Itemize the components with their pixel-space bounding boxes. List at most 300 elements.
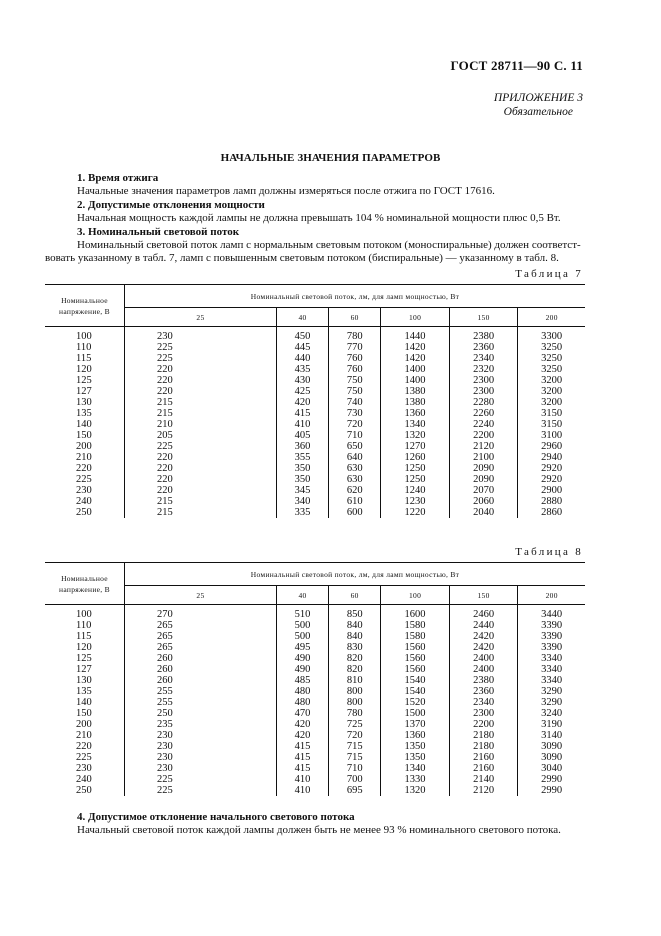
voltage-cell: 250 — [45, 507, 125, 518]
flux-cell: 2400 — [449, 653, 518, 664]
voltage-cell: 127 — [45, 386, 125, 397]
flux-cell: 3240 — [541, 708, 563, 719]
flux-cell: 2340 — [449, 353, 518, 364]
table8-power-header: 40 — [276, 586, 328, 605]
table-row — [45, 397, 585, 408]
flux-cell: 260 — [125, 664, 277, 675]
flux-cell: 445 — [276, 342, 328, 353]
flux-cell: 220 — [125, 463, 277, 474]
flux-cell: 225 — [125, 342, 277, 353]
flux-cell: 820 — [329, 653, 381, 664]
flux-cell: 610 — [329, 496, 381, 507]
flux-cell: 420 — [276, 719, 328, 730]
flux-cell: 415 — [276, 741, 328, 752]
flux-cell: 1580 — [381, 631, 450, 642]
flux-cell: 1350 — [381, 741, 450, 752]
table8-power-header: 100 — [381, 586, 450, 605]
flux-cell: 2160 — [449, 763, 518, 774]
table-row — [45, 419, 585, 430]
table-8-corner-header — [45, 563, 125, 605]
flux-cell: 3200 — [541, 375, 563, 386]
flux-cell: 1560 — [381, 653, 450, 664]
voltage-cell: 140 — [45, 419, 125, 430]
flux-cell: 3250 — [541, 342, 563, 353]
table-7-corner-line-1: Номинальное — [61, 295, 108, 305]
voltage-cell: 225 — [45, 474, 125, 485]
flux-cell: 715 — [329, 752, 381, 763]
flux-cell: 3440 — [541, 609, 563, 620]
flux-cell: 3090 — [541, 752, 563, 763]
appendix-title: ПРИЛОЖЕНИЕ 3 — [493, 92, 583, 104]
flux-cell: 1320 — [381, 430, 450, 441]
voltage-cell: 110 — [45, 342, 125, 353]
table-8-corner-line-2: напряжение, В — [59, 584, 110, 594]
flux-cell: 3250 — [541, 364, 563, 375]
flux-cell: 2360 — [449, 686, 518, 697]
table7-power-header: 25 — [125, 308, 277, 327]
flux-cell: 1270 — [381, 441, 450, 452]
flux-cell: 800 — [329, 697, 381, 708]
flux-cell: 225 — [125, 353, 277, 364]
flux-cell: 1250 — [381, 463, 450, 474]
voltage-cell: 200 — [45, 441, 125, 452]
flux-cell: 3250 — [541, 353, 563, 364]
flux-cell: 710 — [329, 430, 381, 441]
flux-cell: 1340 — [381, 419, 450, 430]
flux-cell: 2960 — [541, 441, 563, 452]
voltage-cell: 100 — [45, 327, 125, 343]
page-title: НАЧАЛЬНЫЕ ЗНАЧЕНИЯ ПАРАМЕТРОВ — [220, 152, 441, 164]
flux-cell: 435 — [276, 364, 328, 375]
flux-cell: 3200 — [541, 386, 563, 397]
voltage-cell: 240 — [45, 774, 125, 785]
flux-cell: 2100 — [449, 452, 518, 463]
flux-cell: 1380 — [381, 397, 450, 408]
flux-cell: 760 — [329, 353, 381, 364]
flux-cell: 355 — [276, 452, 328, 463]
table-7-caption: Таблица 7 — [515, 268, 583, 280]
flux-cell: 2200 — [449, 430, 518, 441]
flux-cell: 2320 — [449, 364, 518, 375]
flux-cell: 215 — [125, 397, 277, 408]
table-row — [45, 496, 585, 507]
flux-cell: 1220 — [381, 507, 450, 518]
voltage-cell: 140 — [45, 697, 125, 708]
flux-cell: 480 — [276, 697, 328, 708]
voltage-cell: 150 — [45, 430, 125, 441]
flux-cell: 840 — [329, 620, 381, 631]
voltage-cell: 225 — [45, 752, 125, 763]
section-4-text: Начальный световой поток каждой лампы должен быть не менее 93 % номинального светового потока. — [77, 824, 561, 837]
flux-cell: 1400 — [381, 364, 450, 375]
flux-cell: 1240 — [381, 485, 450, 496]
flux-cell: 260 — [125, 653, 277, 664]
flux-cell: 220 — [125, 474, 277, 485]
table8-power-header: 60 — [329, 586, 381, 605]
table-7-corner-line-2: напряжение, В — [59, 306, 110, 316]
flux-cell: 2300 — [449, 375, 518, 386]
flux-cell: 1520 — [381, 697, 450, 708]
voltage-cell: 210 — [45, 730, 125, 741]
flux-cell: 2920 — [541, 474, 563, 485]
flux-cell: 1360 — [381, 730, 450, 741]
flux-cell: 415 — [276, 752, 328, 763]
section-3-text-line-1: Номинальный световой поток ламп с нормальным световым потоком (моноспиральные) должен соответст- — [77, 239, 581, 252]
section-1-text: Начальные значения параметров ламп должны измеряться после отжига по ГОСТ 17616. — [77, 185, 495, 198]
flux-cell: 3390 — [541, 631, 563, 642]
flux-cell: 2420 — [449, 631, 518, 642]
flux-cell: 220 — [125, 386, 277, 397]
flux-cell: 700 — [329, 774, 381, 785]
flux-cell: 3190 — [541, 719, 563, 730]
table-row — [45, 430, 585, 441]
table-row — [45, 353, 585, 364]
flux-cell: 2280 — [449, 397, 518, 408]
flux-cell: 1250 — [381, 474, 450, 485]
flux-cell: 2860 — [541, 507, 563, 518]
flux-cell: 265 — [125, 642, 277, 653]
voltage-cell: 135 — [45, 686, 125, 697]
flux-cell: 350 — [276, 474, 328, 485]
flux-cell: 730 — [329, 408, 381, 419]
flux-cell: 2920 — [541, 463, 563, 474]
appendix-label — [494, 91, 583, 119]
voltage-cell: 150 — [45, 708, 125, 719]
table-row — [45, 763, 585, 774]
flux-cell: 2880 — [541, 496, 563, 507]
flux-cell: 255 — [125, 686, 277, 697]
flux-cell: 1420 — [381, 342, 450, 353]
flux-cell: 2200 — [449, 719, 518, 730]
flux-cell: 230 — [125, 730, 277, 741]
flux-cell: 780 — [329, 708, 381, 719]
flux-cell: 2120 — [449, 441, 518, 452]
flux-cell: 830 — [329, 642, 381, 653]
flux-cell: 2940 — [541, 452, 563, 463]
flux-cell: 250 — [125, 708, 277, 719]
table-8-group-header: Номинальный световой поток, лм, для ламп мощностью, Вт — [125, 563, 586, 586]
flux-cell: 1330 — [381, 774, 450, 785]
table-row — [45, 441, 585, 452]
flux-cell: 710 — [329, 763, 381, 774]
sections-block — [45, 172, 585, 266]
flux-cell: 750 — [329, 386, 381, 397]
voltage-cell: 115 — [45, 631, 125, 642]
table8-power-header: 150 — [449, 586, 518, 605]
voltage-cell: 120 — [45, 642, 125, 653]
table-row — [45, 620, 585, 631]
flux-cell: 780 — [329, 327, 381, 343]
table-8-caption: Таблица 8 — [515, 546, 583, 558]
flux-cell: 1560 — [381, 642, 450, 653]
flux-cell: 2340 — [449, 697, 518, 708]
table-row — [45, 631, 585, 642]
flux-cell: 2090 — [449, 463, 518, 474]
table-row — [45, 364, 585, 375]
flux-cell: 215 — [125, 507, 277, 518]
flux-cell: 1230 — [381, 496, 450, 507]
table-row — [45, 675, 585, 686]
table-row — [45, 342, 585, 353]
voltage-cell: 125 — [45, 653, 125, 664]
flux-cell: 2380 — [449, 675, 518, 686]
flux-cell: 470 — [276, 708, 328, 719]
table7-power-header: 40 — [276, 308, 328, 327]
section-4-block — [45, 811, 605, 838]
flux-cell: 2990 — [541, 774, 563, 785]
table-7 — [45, 284, 585, 518]
flux-cell: 2900 — [541, 485, 563, 496]
table-row — [45, 774, 585, 785]
flux-cell: 360 — [276, 441, 328, 452]
flux-cell: 1600 — [381, 605, 450, 621]
flux-cell: 510 — [276, 605, 328, 621]
flux-cell: 820 — [329, 664, 381, 675]
flux-cell: 2360 — [449, 342, 518, 353]
flux-cell: 1540 — [381, 675, 450, 686]
table-row — [45, 730, 585, 741]
table-8 — [45, 562, 585, 796]
flux-cell: 345 — [276, 485, 328, 496]
flux-cell: 500 — [276, 620, 328, 631]
flux-cell: 720 — [329, 730, 381, 741]
table7-power-header: 60 — [329, 308, 381, 327]
flux-cell: 630 — [329, 474, 381, 485]
flux-cell: 340 — [276, 496, 328, 507]
table-row — [45, 697, 585, 708]
flux-cell: 2070 — [449, 485, 518, 496]
flux-cell: 420 — [276, 730, 328, 741]
section-2-heading: 2. Допустимые отклонения мощности — [77, 198, 265, 211]
flux-cell: 410 — [276, 774, 328, 785]
flux-cell: 230 — [125, 741, 277, 752]
flux-cell: 265 — [125, 631, 277, 642]
voltage-cell: 200 — [45, 719, 125, 730]
flux-cell: 1340 — [381, 763, 450, 774]
flux-cell: 215 — [125, 496, 277, 507]
flux-cell: 800 — [329, 686, 381, 697]
table-row — [45, 785, 585, 796]
table7-power-header: 100 — [381, 308, 450, 327]
flux-cell: 3290 — [541, 697, 563, 708]
table-row — [45, 327, 585, 343]
table-row — [45, 642, 585, 653]
flux-cell: 230 — [125, 763, 277, 774]
flux-cell: 420 — [276, 397, 328, 408]
voltage-cell: 120 — [45, 364, 125, 375]
table-7-group-header: Номинальный световой поток, лм, для ламп мощностью, Вт — [125, 285, 586, 308]
flux-cell: 225 — [125, 441, 277, 452]
flux-cell: 1540 — [381, 686, 450, 697]
flux-cell: 210 — [125, 419, 277, 430]
flux-cell: 495 — [276, 642, 328, 653]
flux-cell: 1360 — [381, 408, 450, 419]
table-row — [45, 507, 585, 518]
voltage-cell: 220 — [45, 463, 125, 474]
table-row — [45, 752, 585, 763]
flux-cell: 2300 — [449, 708, 518, 719]
voltage-cell: 230 — [45, 763, 125, 774]
table-row — [45, 485, 585, 496]
section-4-heading: 4. Допустимое отклонение начального светового потока — [77, 811, 355, 823]
flux-cell: 485 — [276, 675, 328, 686]
flux-cell: 3390 — [541, 620, 563, 631]
flux-cell: 490 — [276, 653, 328, 664]
flux-cell: 220 — [125, 452, 277, 463]
flux-cell: 3300 — [541, 331, 563, 342]
table-row — [45, 375, 585, 386]
table-row — [45, 386, 585, 397]
flux-cell: 810 — [329, 675, 381, 686]
flux-cell: 215 — [125, 408, 277, 419]
table-8-corner-line-1: Номинальное — [61, 573, 108, 583]
flux-cell: 620 — [329, 485, 381, 496]
table-row — [45, 408, 585, 419]
flux-cell: 1350 — [381, 752, 450, 763]
table-row — [45, 452, 585, 463]
flux-cell: 715 — [329, 741, 381, 752]
flux-cell: 3100 — [541, 430, 563, 441]
flux-cell: 695 — [329, 785, 381, 796]
flux-cell: 2300 — [449, 386, 518, 397]
flux-cell: 205 — [125, 430, 277, 441]
flux-cell: 415 — [276, 408, 328, 419]
flux-cell: 3040 — [541, 763, 563, 774]
flux-cell: 3140 — [541, 730, 563, 741]
voltage-cell: 100 — [45, 605, 125, 621]
table-row — [45, 605, 585, 621]
flux-cell: 1260 — [381, 452, 450, 463]
flux-cell: 3390 — [541, 642, 563, 653]
section-3-text-line-2: вовать указанному в табл. 7, ламп с повышенным световым потоком (биспиральные) — указанному в табл. 8. — [45, 252, 559, 265]
flux-cell: 2120 — [449, 785, 518, 796]
table-row — [45, 664, 585, 675]
voltage-cell: 127 — [45, 664, 125, 675]
flux-cell: 2140 — [449, 774, 518, 785]
flux-cell: 415 — [276, 763, 328, 774]
flux-cell: 1500 — [381, 708, 450, 719]
flux-cell: 2240 — [449, 419, 518, 430]
flux-cell: 225 — [125, 774, 277, 785]
flux-cell: 2990 — [541, 785, 563, 796]
flux-cell: 2180 — [449, 730, 518, 741]
flux-cell: 3200 — [541, 397, 563, 408]
flux-cell: 270 — [125, 605, 277, 621]
voltage-cell: 135 — [45, 408, 125, 419]
voltage-cell: 250 — [45, 785, 125, 796]
flux-cell: 750 — [329, 375, 381, 386]
table-row — [45, 719, 585, 730]
flux-cell: 2420 — [449, 642, 518, 653]
flux-cell: 230 — [125, 327, 277, 343]
flux-cell: 3150 — [541, 419, 563, 430]
flux-cell: 640 — [329, 452, 381, 463]
flux-cell: 2040 — [449, 507, 518, 518]
flux-cell: 2060 — [449, 496, 518, 507]
flux-cell: 1370 — [381, 719, 450, 730]
flux-cell: 220 — [125, 364, 277, 375]
voltage-cell: 230 — [45, 485, 125, 496]
table-7-corner-header — [45, 285, 125, 327]
flux-cell: 350 — [276, 463, 328, 474]
flux-cell: 3290 — [541, 686, 563, 697]
section-3-heading: 3. Номинальный световой поток — [77, 225, 240, 238]
flux-cell: 630 — [329, 463, 381, 474]
voltage-cell: 130 — [45, 397, 125, 408]
flux-cell: 490 — [276, 664, 328, 675]
flux-cell: 2090 — [449, 474, 518, 485]
table-row — [45, 741, 585, 752]
section-1-heading: 1. Время отжига — [77, 172, 159, 184]
flux-cell: 3090 — [541, 741, 563, 752]
voltage-cell: 115 — [45, 353, 125, 364]
voltage-cell: 110 — [45, 620, 125, 631]
flux-cell: 440 — [276, 353, 328, 364]
flux-cell: 2440 — [449, 620, 518, 631]
flux-cell: 235 — [125, 719, 277, 730]
table7-power-header: 200 — [518, 308, 585, 327]
flux-cell: 410 — [276, 419, 328, 430]
flux-cell: 850 — [329, 605, 381, 621]
flux-cell: 1440 — [381, 327, 450, 343]
flux-cell: 260 — [125, 675, 277, 686]
table8-power-header: 200 — [518, 586, 585, 605]
flux-cell: 760 — [329, 364, 381, 375]
flux-cell: 2180 — [449, 741, 518, 752]
flux-cell: 2160 — [449, 752, 518, 763]
table-row — [45, 708, 585, 719]
table-row — [45, 686, 585, 697]
flux-cell: 450 — [276, 327, 328, 343]
flux-cell: 220 — [125, 485, 277, 496]
flux-cell: 480 — [276, 686, 328, 697]
flux-cell: 1380 — [381, 386, 450, 397]
section-2-text: Начальная мощность каждой лампы не должна превышать 104 % номинальной мощности плюс 0,5 Вт. — [77, 212, 561, 225]
flux-cell: 3340 — [541, 653, 563, 664]
flux-cell: 1320 — [381, 785, 450, 796]
flux-cell: 650 — [329, 441, 381, 452]
appendix-subtitle: Обязательное — [503, 106, 573, 118]
flux-cell: 500 — [276, 631, 328, 642]
flux-cell: 225 — [125, 785, 277, 796]
flux-cell: 430 — [276, 375, 328, 386]
flux-cell: 725 — [329, 719, 381, 730]
flux-cell: 2460 — [449, 605, 518, 621]
flux-cell: 2260 — [449, 408, 518, 419]
voltage-cell: 240 — [45, 496, 125, 507]
flux-cell: 600 — [329, 507, 381, 518]
flux-cell: 3340 — [541, 675, 563, 686]
table7-power-header: 150 — [449, 308, 518, 327]
flux-cell: 770 — [329, 342, 381, 353]
flux-cell: 410 — [276, 785, 328, 796]
voltage-cell: 210 — [45, 452, 125, 463]
flux-cell: 740 — [329, 397, 381, 408]
flux-cell: 1580 — [381, 620, 450, 631]
page-header-doc-ref: ГОСТ 28711—90 С. 11 — [450, 58, 583, 73]
table-row — [45, 463, 585, 474]
flux-cell: 265 — [125, 620, 277, 631]
flux-cell: 405 — [276, 430, 328, 441]
voltage-cell: 125 — [45, 375, 125, 386]
table-row — [45, 653, 585, 664]
flux-cell: 2400 — [449, 664, 518, 675]
table8-power-header: 25 — [125, 586, 277, 605]
flux-cell: 3340 — [541, 664, 563, 675]
voltage-cell: 220 — [45, 741, 125, 752]
flux-cell: 220 — [125, 375, 277, 386]
flux-cell: 840 — [329, 631, 381, 642]
